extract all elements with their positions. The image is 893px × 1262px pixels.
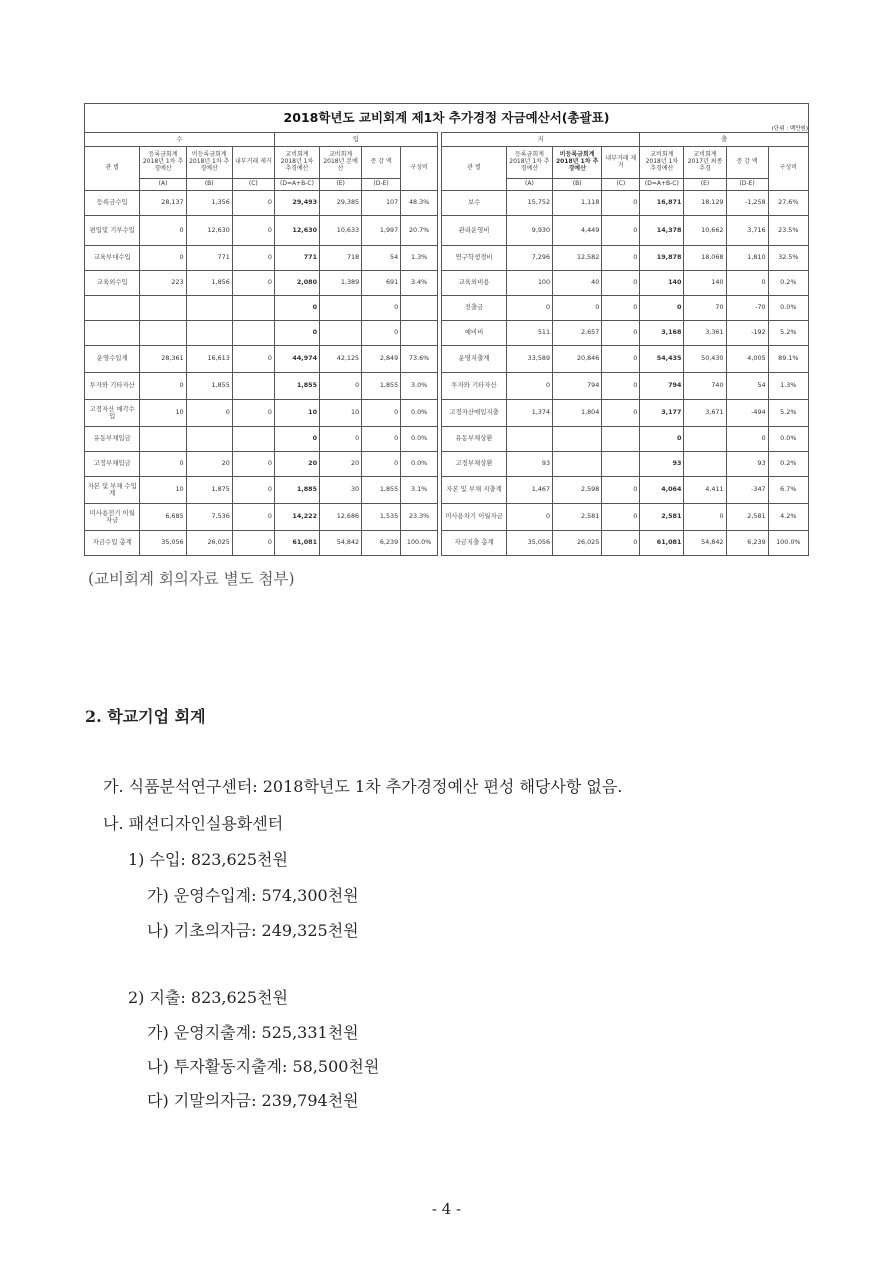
revenue-cell: 54: [362, 246, 401, 271]
revenue-cell: 2,080: [274, 271, 319, 296]
budget-table: [84, 103, 809, 556]
revenue-cell: [232, 373, 274, 400]
expense-cell: 61,081: [640, 531, 684, 556]
revenue-cell: 10: [140, 477, 186, 504]
expense-cell: -192: [726, 321, 768, 346]
expense-cell: 18,068: [684, 246, 726, 271]
unit-label: (단위 : 백만원): [771, 125, 808, 132]
expense-cell: 0: [506, 296, 552, 321]
revenue-cell: 20: [320, 452, 362, 477]
table-row: [85, 346, 809, 373]
table-row: [85, 531, 809, 556]
rev-subheader: (B): [186, 179, 232, 191]
expense-cell: 6,239: [726, 531, 768, 556]
revenue-cell: 1,855: [362, 373, 401, 400]
expense-cell: 0: [602, 321, 640, 346]
revenue-cell: 0: [140, 452, 186, 477]
table-row: [85, 373, 809, 400]
revenue-label: 수: [85, 133, 275, 147]
revenue-cell: 0: [232, 191, 274, 216]
expense-cell: 32.5%: [768, 246, 808, 271]
revenue-cell: 28,361: [140, 346, 186, 373]
revenue-category: 등록금수입: [85, 191, 140, 216]
revenue-cell: [186, 321, 232, 346]
expense-category: 보수: [442, 191, 507, 216]
revenue-cell: [401, 321, 438, 346]
revenue-cell: 1.3%: [401, 246, 438, 271]
section-title: 2. 학교기업 회계: [85, 707, 206, 726]
revenue-cell: 1,997: [362, 216, 401, 246]
table-row: [85, 216, 809, 246]
revenue-cell: 20: [186, 452, 232, 477]
revenue-cell: 0: [232, 477, 274, 504]
revenue-cell: 12,630: [274, 216, 319, 246]
revenue-cell: [320, 321, 362, 346]
revenue-cell: 0: [362, 452, 401, 477]
body-line: 나) 투자활동지출계: 58,500천원: [147, 1057, 380, 1076]
revenue-cell: 0: [274, 296, 319, 321]
revenue-cell: [232, 321, 274, 346]
revenue-cell: 1,855: [274, 373, 319, 400]
expense-label: 지: [442, 133, 640, 147]
exp-subheader: (E): [684, 179, 726, 191]
expense-cell: 14,378: [640, 216, 684, 246]
expense-cell: 4,064: [640, 477, 684, 504]
revenue-cell: 44,974: [274, 346, 319, 373]
revenue-cell: 10: [320, 400, 362, 427]
body-line: 가. 식품분석연구센터: 2018학년도 1차 추가경정예산 편성 해당사항 없음.: [103, 777, 623, 796]
revenue-cell: 0: [232, 400, 274, 427]
revenue-cell: 42,125: [320, 346, 362, 373]
expense-cell: 0: [640, 296, 684, 321]
rev-subheader: (D=A+B-C): [274, 179, 319, 191]
revenue-cell: 0: [232, 504, 274, 531]
revenue-cell: 0.0%: [401, 400, 438, 427]
body-line: 나. 패션디자인실용화센터: [103, 814, 284, 833]
revenue-cell: 61,081: [274, 531, 319, 556]
revenue-category: 자본 및 부채 수입계: [85, 477, 140, 504]
table-row: [85, 477, 809, 504]
rev-subheader: (C): [232, 179, 274, 191]
revenue-cell: 6,239: [362, 531, 401, 556]
exp-header: 비등록금회계 2018년 1차 추경예산: [553, 147, 602, 179]
expense-cell: 140: [684, 271, 726, 296]
expense-cell: 2,581: [553, 504, 602, 531]
revenue-cell: 0: [362, 296, 401, 321]
revenue-cell: 54,842: [320, 531, 362, 556]
revenue-category: 고정부채입금: [85, 452, 140, 477]
expense-cell: 0: [602, 246, 640, 271]
expense-cell: [684, 452, 726, 477]
revenue-cell: 28,137: [140, 191, 186, 216]
expense-cell: [553, 452, 602, 477]
expense-cell: 1,810: [726, 246, 768, 271]
body-line: 나) 기초의자금: 249,325천원: [147, 921, 359, 940]
expense-cell: 93: [726, 452, 768, 477]
expense-cell: 1,118: [553, 191, 602, 216]
revenue-cell: 73.6%: [401, 346, 438, 373]
expense-cell: 54,842: [684, 531, 726, 556]
rev-header: 관 별: [85, 147, 140, 191]
table-title: 2018학년도 교비회계 제1차 추가경정 자금예산서(총괄표) (단위 : 백만원): [85, 104, 809, 133]
revenue-cell: 771: [274, 246, 319, 271]
revenue-cell: 771: [186, 246, 232, 271]
revenue-cell: 20: [274, 452, 319, 477]
expense-cell: 1,374: [506, 400, 552, 427]
expense-cell: 50,430: [684, 346, 726, 373]
revenue-cell: 35,056: [140, 531, 186, 556]
expense-cell: 4,411: [684, 477, 726, 504]
revenue-cell: 0: [232, 452, 274, 477]
revenue-cell: 2,849: [362, 346, 401, 373]
expense-cell: 0: [553, 296, 602, 321]
revenue-cell: 0: [362, 427, 401, 452]
attachment-note: (교비회계 회의자료 별도 첨부): [88, 570, 295, 588]
table-row: [85, 504, 809, 531]
expense-cell: 0: [726, 427, 768, 452]
expense-cell: 5.2%: [768, 321, 808, 346]
rev-subheader: (E): [320, 179, 362, 191]
expense-cell: 1,804: [553, 400, 602, 427]
expense-cell: 0: [602, 216, 640, 246]
expense-cell: 20,846: [553, 346, 602, 373]
exp-header: 내부거래 제거: [602, 147, 640, 179]
revenue-cell: [140, 427, 186, 452]
expense-cell: 0.0%: [768, 427, 808, 452]
exp-header: 등록금회계 2018년 1차 추경예산: [506, 147, 552, 179]
exp-header: 관 별: [442, 147, 507, 191]
expense-cell: 10,662: [684, 216, 726, 246]
expense-cell: 0: [684, 504, 726, 531]
rev-header: 구성비: [401, 147, 438, 191]
expense-cell: 0: [602, 296, 640, 321]
expense-cell: 0: [602, 531, 640, 556]
revenue-cell: 16,613: [186, 346, 232, 373]
revenue-cell: 0.0%: [401, 427, 438, 452]
expense-cell: 5.2%: [768, 400, 808, 427]
expense-cell: 0.2%: [768, 271, 808, 296]
expense-cell: -494: [726, 400, 768, 427]
expense-label-2: 출: [640, 133, 809, 147]
revenue-cell: 0: [320, 373, 362, 400]
revenue-category: 교육부대수입: [85, 246, 140, 271]
revenue-cell: 0: [140, 216, 186, 246]
revenue-cell: [186, 296, 232, 321]
expense-cell: 740: [684, 373, 726, 400]
expense-cell: 89.1%: [768, 346, 808, 373]
rev-header: 증 감 액: [362, 147, 401, 179]
expense-category: 유동부채상환: [442, 427, 507, 452]
revenue-cell: 20.7%: [401, 216, 438, 246]
revenue-cell: [320, 296, 362, 321]
revenue-cell: 223: [140, 271, 186, 296]
expense-cell: 100: [506, 271, 552, 296]
expense-cell: [602, 427, 640, 452]
table-row: [85, 400, 809, 427]
expense-cell: 18,129: [684, 191, 726, 216]
expense-cell: 4.2%: [768, 504, 808, 531]
body-line: 2) 지출: 823,625천원: [128, 988, 288, 1007]
revenue-category: 교육외수입: [85, 271, 140, 296]
expense-cell: 40: [553, 271, 602, 296]
body-line: 가) 운영지출계: 525,331천원: [147, 1023, 359, 1042]
revenue-cell: 3.4%: [401, 271, 438, 296]
revenue-cell: 0: [274, 427, 319, 452]
rev-header: 비등록금회계 2018년 1차 추경예산: [186, 147, 232, 179]
revenue-cell: 718: [320, 246, 362, 271]
expense-cell: 27.6%: [768, 191, 808, 216]
expense-cell: [684, 427, 726, 452]
expense-category: 전출금: [442, 296, 507, 321]
expense-cell: 23.5%: [768, 216, 808, 246]
expense-cell: 3,177: [640, 400, 684, 427]
expense-cell: 0: [602, 191, 640, 216]
revenue-cell: 10: [140, 400, 186, 427]
expense-cell: 35,056: [506, 531, 552, 556]
expense-cell: 6.7%: [768, 477, 808, 504]
revenue-label-2: 입: [274, 133, 437, 147]
table-row: [85, 191, 809, 216]
revenue-cell: 0: [140, 373, 186, 400]
rev-subheader: (D-E): [362, 179, 401, 191]
rev-header: 등록금회계 2018년 1차 추경예산: [140, 147, 186, 179]
exp-subheader: (C): [602, 179, 640, 191]
expense-cell: 9,930: [506, 216, 552, 246]
expense-cell: 54,435: [640, 346, 684, 373]
expense-cell: 511: [506, 321, 552, 346]
revenue-cell: 1,855: [362, 477, 401, 504]
revenue-cell: 0.0%: [401, 452, 438, 477]
expense-cell: [553, 427, 602, 452]
expense-category: 투자와 기타자산: [442, 373, 507, 400]
expense-cell: 15,752: [506, 191, 552, 216]
expense-cell: 0: [602, 504, 640, 531]
revenue-category: [85, 296, 140, 321]
revenue-cell: 10,633: [320, 216, 362, 246]
expense-cell: 2,598: [553, 477, 602, 504]
revenue-cell: 48.3%: [401, 191, 438, 216]
revenue-cell: 0: [140, 246, 186, 271]
revenue-cell: [140, 296, 186, 321]
revenue-cell: 1,535: [362, 504, 401, 531]
expense-cell: 0: [506, 504, 552, 531]
expense-cell: 2,581: [640, 504, 684, 531]
revenue-cell: 0: [274, 321, 319, 346]
revenue-category: 고정자산 매각수입: [85, 400, 140, 427]
expense-cell: 93: [640, 452, 684, 477]
expense-cell: 4,005: [726, 346, 768, 373]
expense-category: 미사용차기 이월자금: [442, 504, 507, 531]
revenue-category: [85, 321, 140, 346]
expense-cell: 0: [506, 373, 552, 400]
expense-cell: 0: [726, 271, 768, 296]
expense-cell: 4,449: [553, 216, 602, 246]
revenue-cell: [140, 321, 186, 346]
revenue-cell: 0: [232, 246, 274, 271]
expense-cell: 2,657: [553, 321, 602, 346]
table-row: [85, 321, 809, 346]
expense-cell: -347: [726, 477, 768, 504]
rev-header: 내부거래 제거: [232, 147, 274, 179]
revenue-cell: 7,536: [186, 504, 232, 531]
expense-cell: [506, 427, 552, 452]
revenue-cell: 0: [232, 346, 274, 373]
expense-cell: 93: [506, 452, 552, 477]
revenue-category: 투자와 기타자산: [85, 373, 140, 400]
revenue-cell: 29,493: [274, 191, 319, 216]
revenue-cell: 0: [232, 271, 274, 296]
expense-cell: 0.2%: [768, 452, 808, 477]
expense-cell: 100.0%: [768, 531, 808, 556]
expense-cell: 54: [726, 373, 768, 400]
expense-cell: -70: [726, 296, 768, 321]
page-number: - 4 -: [431, 1200, 462, 1218]
revenue-cell: 107: [362, 191, 401, 216]
expense-category: 자금지출 총계: [442, 531, 507, 556]
exp-header: 증 감 액: [726, 147, 768, 179]
revenue-cell: 0: [186, 400, 232, 427]
revenue-cell: 1,855: [186, 373, 232, 400]
expense-cell: 0: [602, 346, 640, 373]
table-row: [85, 296, 809, 321]
expense-category: 교육외비용: [442, 271, 507, 296]
body-line: 다) 기말의자금: 239,794천원: [147, 1091, 359, 1110]
expense-cell: 3,168: [640, 321, 684, 346]
exp-subheader: (D=A+B-C): [640, 179, 684, 191]
expense-cell: 3,671: [684, 400, 726, 427]
expense-cell: 0: [640, 427, 684, 452]
body-line: 1) 수입: 823,625천원: [128, 850, 288, 869]
table-row: [85, 452, 809, 477]
table-row: [85, 427, 809, 452]
table-row: [85, 271, 809, 296]
exp-header: 구성비: [768, 147, 808, 191]
expense-cell: 70: [684, 296, 726, 321]
body-line: 가) 운영수입계: 574,300천원: [147, 886, 359, 905]
revenue-cell: 0: [232, 216, 274, 246]
revenue-cell: 0: [362, 321, 401, 346]
revenue-category: 운영수입계: [85, 346, 140, 373]
revenue-cell: 1,389: [320, 271, 362, 296]
revenue-cell: 26,025: [186, 531, 232, 556]
expense-cell: 12,582: [553, 246, 602, 271]
revenue-cell: 1,885: [274, 477, 319, 504]
revenue-cell: 0: [320, 427, 362, 452]
revenue-cell: 1,356: [186, 191, 232, 216]
revenue-cell: 12,686: [320, 504, 362, 531]
exp-subheader: (D-E): [726, 179, 768, 191]
revenue-cell: 10: [274, 400, 319, 427]
expense-cell: 794: [553, 373, 602, 400]
expense-cell: 19,878: [640, 246, 684, 271]
expense-cell: 794: [640, 373, 684, 400]
expense-cell: 26,025: [553, 531, 602, 556]
expense-cell: 2,581: [726, 504, 768, 531]
revenue-cell: 1,856: [186, 271, 232, 296]
expense-category: 고정부채상환: [442, 452, 507, 477]
exp-header: 교비회계 2018년 1차 추경예산: [640, 147, 684, 179]
revenue-category: 편입및 기부수입: [85, 216, 140, 246]
expense-category: 자본 및 부채 지출계: [442, 477, 507, 504]
expense-cell: 7,296: [506, 246, 552, 271]
expense-category: 연구학생경비: [442, 246, 507, 271]
expense-cell: 0.0%: [768, 296, 808, 321]
table-row: [85, 246, 809, 271]
expense-category: 관리운영비: [442, 216, 507, 246]
revenue-cell: 1,875: [186, 477, 232, 504]
exp-subheader: (B): [553, 179, 602, 191]
expense-cell: 0: [602, 400, 640, 427]
revenue-cell: 23.3%: [401, 504, 438, 531]
rev-header: 교비회계 2018년 1차 추경예산: [274, 147, 319, 179]
exp-subheader: (A): [506, 179, 552, 191]
expense-cell: [602, 452, 640, 477]
revenue-cell: 12,630: [186, 216, 232, 246]
revenue-cell: 0: [232, 531, 274, 556]
expense-cell: 33,589: [506, 346, 552, 373]
revenue-cell: 29,385: [320, 191, 362, 216]
revenue-cell: [232, 296, 274, 321]
expense-category: 운영지출계: [442, 346, 507, 373]
expense-cell: -1,258: [726, 191, 768, 216]
revenue-cell: 691: [362, 271, 401, 296]
rev-header: 교비회계 2018년 본예산: [320, 147, 362, 179]
expense-cell: 0: [602, 373, 640, 400]
exp-header: 교비회계 2017년 최종 추경: [684, 147, 726, 179]
expense-cell: 0: [602, 271, 640, 296]
revenue-category: 자금수입 총계: [85, 531, 140, 556]
expense-cell: 1,467: [506, 477, 552, 504]
revenue-cell: 6,685: [140, 504, 186, 531]
revenue-category: 미사용전기 이월자금: [85, 504, 140, 531]
expense-cell: 3,361: [684, 321, 726, 346]
expense-cell: 3,716: [726, 216, 768, 246]
expense-category: 예비비: [442, 321, 507, 346]
expense-cell: 140: [640, 271, 684, 296]
revenue-cell: 3.1%: [401, 477, 438, 504]
revenue-cell: [401, 296, 438, 321]
revenue-cell: 100.0%: [401, 531, 438, 556]
revenue-cell: [232, 427, 274, 452]
expense-cell: 1.3%: [768, 373, 808, 400]
expense-category: 고정자산매입지출: [442, 400, 507, 427]
expense-cell: 16,871: [640, 191, 684, 216]
revenue-cell: 3.0%: [401, 373, 438, 400]
revenue-cell: [186, 427, 232, 452]
revenue-cell: 14,222: [274, 504, 319, 531]
revenue-cell: 30: [320, 477, 362, 504]
expense-cell: 0: [602, 477, 640, 504]
revenue-cell: 0: [362, 400, 401, 427]
rev-subheader: (A): [140, 179, 186, 191]
revenue-category: 유동부채입금: [85, 427, 140, 452]
